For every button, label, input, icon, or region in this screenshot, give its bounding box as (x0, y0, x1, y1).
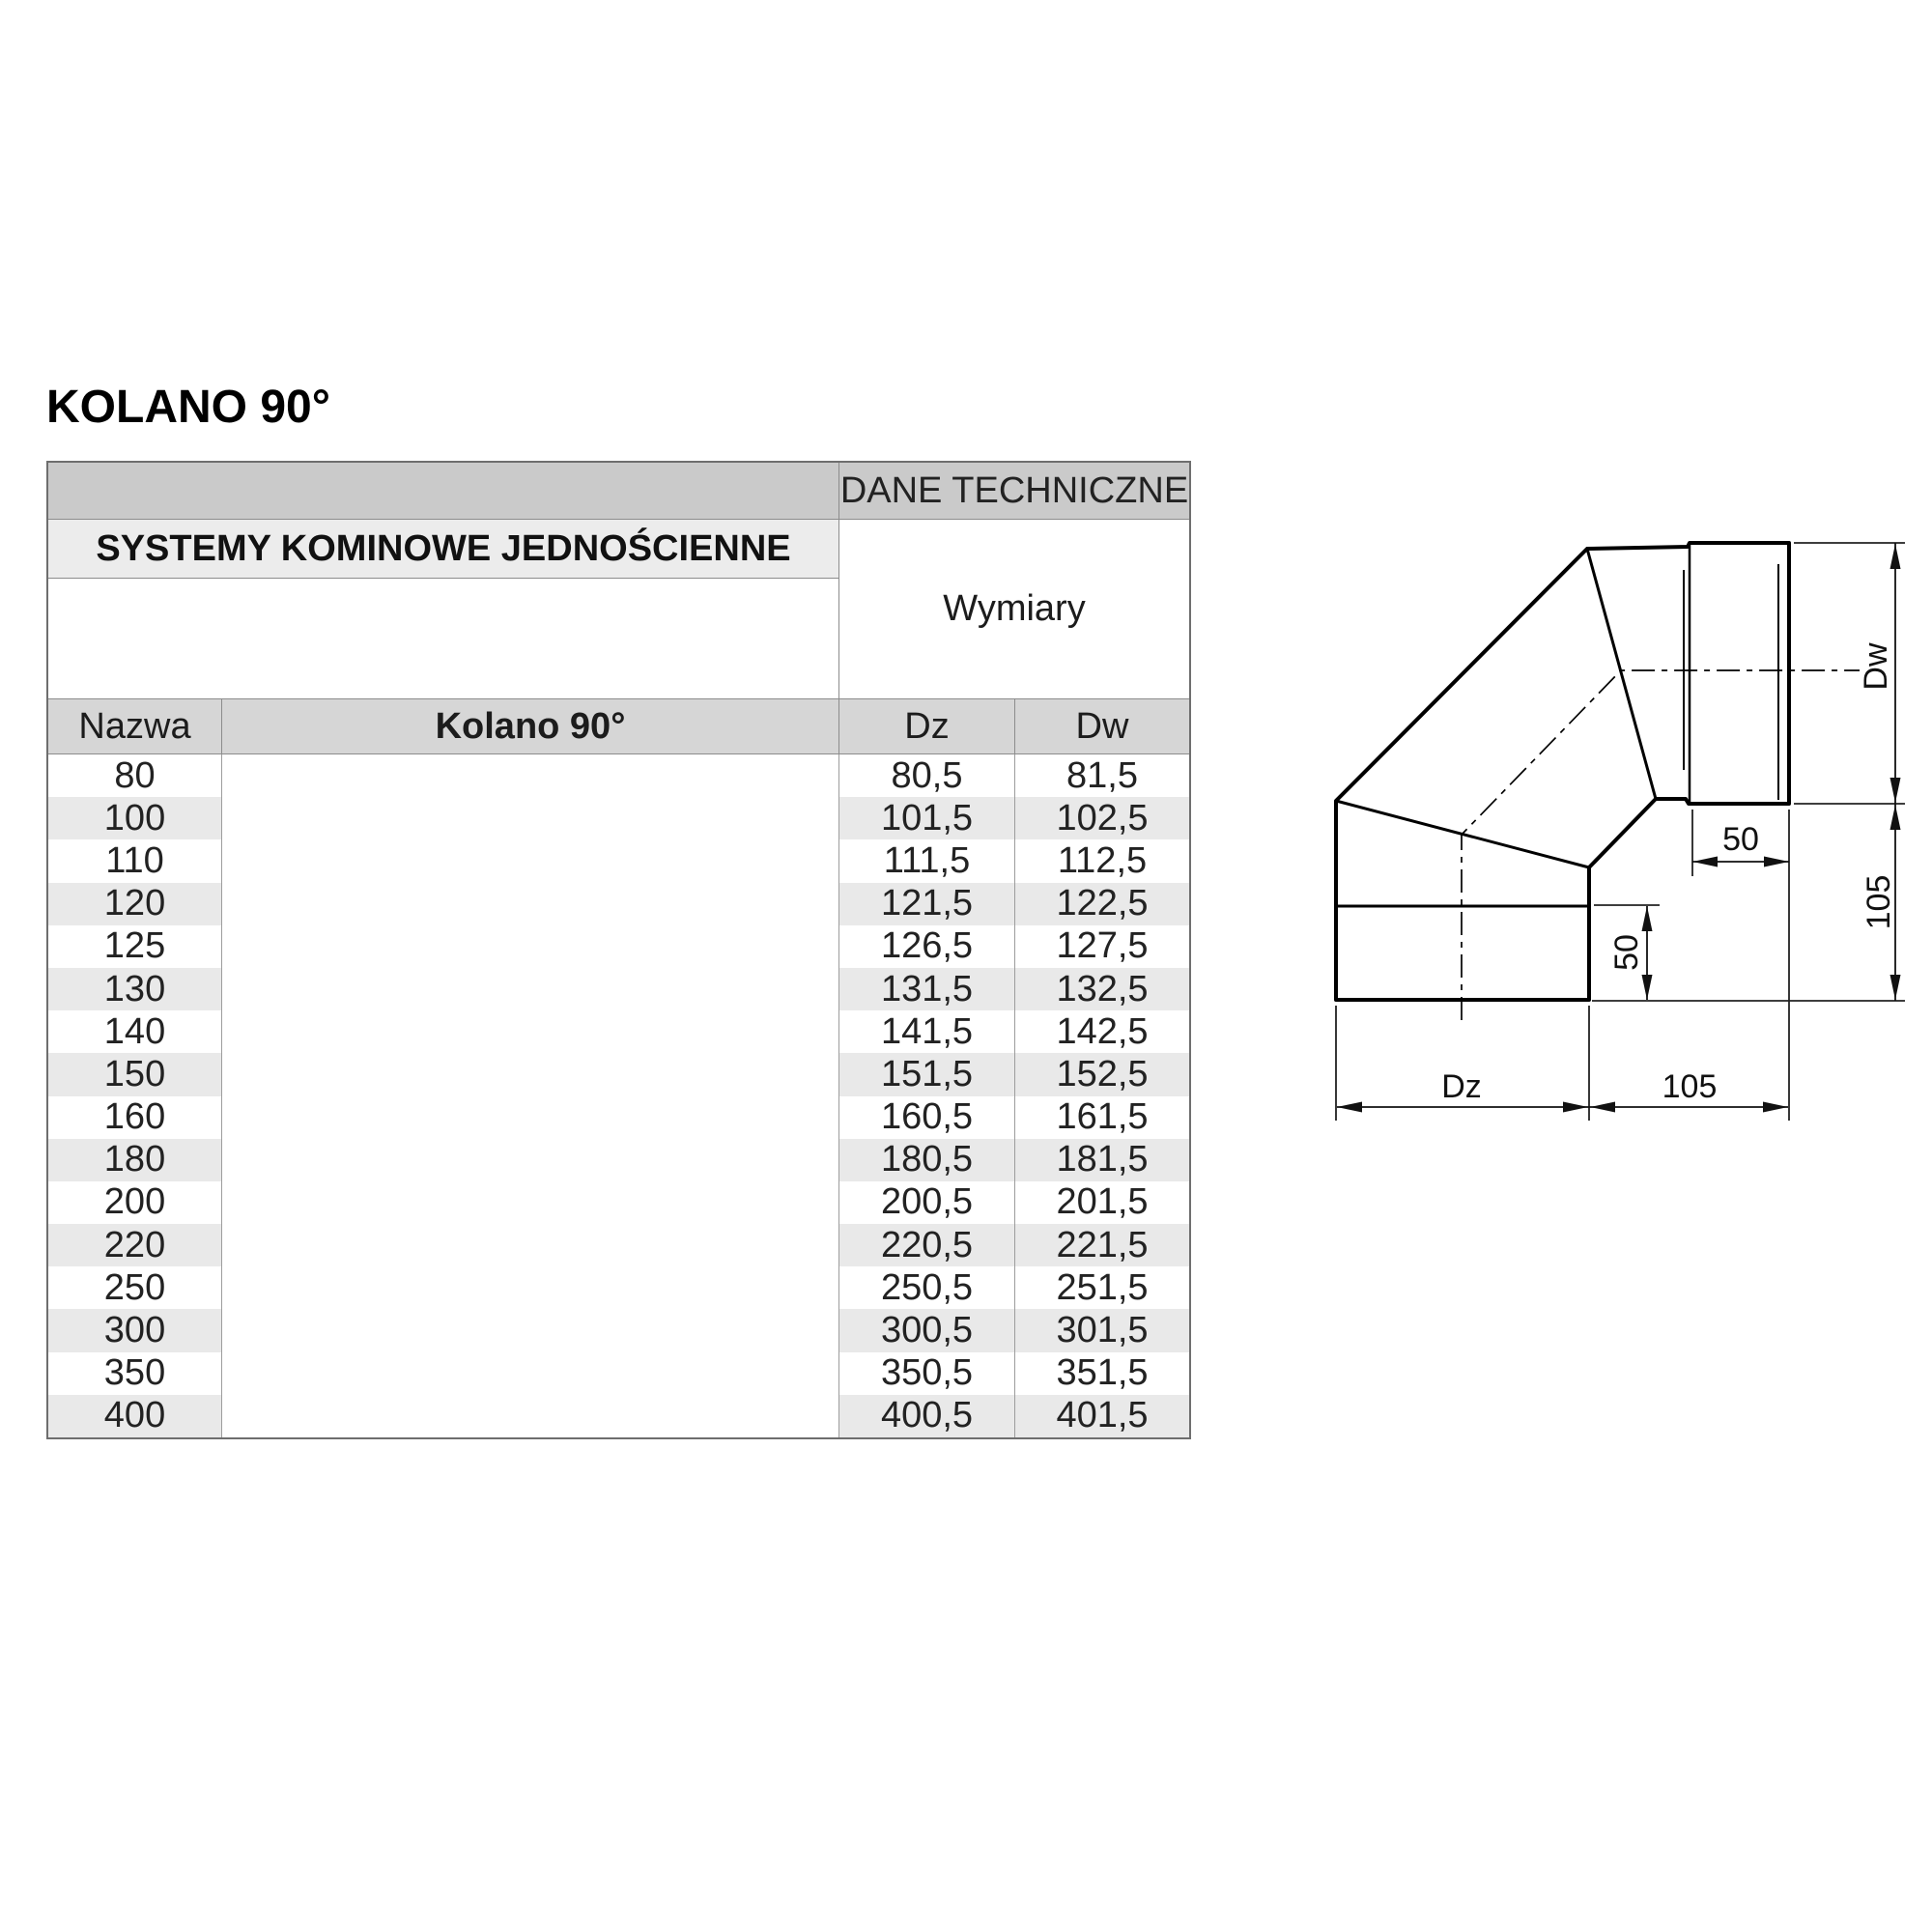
cell-dz: 121,5 (839, 883, 1015, 925)
cell-product-empty (222, 1096, 839, 1139)
cell-dw: 301,5 (1015, 1309, 1189, 1351)
technical-drawing (1309, 522, 1918, 1140)
cell-nazwa: 120 (48, 883, 222, 925)
cell-nazwa: 125 (48, 925, 222, 968)
cell-dw: 112,5 (1057, 839, 1148, 881)
table-row (48, 883, 1189, 925)
cell-product-empty (222, 839, 839, 882)
column-header-product: Kolano 90° (222, 699, 839, 753)
label-dz: Dz (1441, 1068, 1482, 1105)
cell-dw: 201,5 (1056, 1181, 1149, 1223)
page-title: KOLANO 90° (46, 382, 330, 433)
cell-nazwa: 160 (48, 1096, 222, 1139)
cell-product-empty (222, 1053, 839, 1095)
cell-nazwa: 300 (48, 1309, 222, 1351)
table-row (48, 1010, 1189, 1053)
spec-table (46, 461, 1191, 1439)
cell-dw: 181,5 (1015, 1139, 1189, 1181)
cell-dz: 131,5 (839, 968, 1015, 1010)
cell-dz: 126,5 (839, 925, 1015, 968)
table-row (48, 1139, 1189, 1181)
cell-nazwa: 400 (48, 1395, 222, 1437)
label-105-bottom: 105 (1662, 1068, 1718, 1105)
cell-nazwa: 250 (48, 1266, 222, 1309)
cell-nazwa: 350 (48, 1352, 222, 1395)
cell-product-empty (222, 1181, 839, 1224)
cell-product-empty (222, 1224, 839, 1266)
miter-seam-lines (1336, 549, 1656, 906)
cell-dz: 350,5 (839, 1352, 1015, 1395)
column-header-nazwa: Nazwa (48, 699, 222, 753)
cell-dz: 400,5 (839, 1395, 1015, 1437)
cell-dw: 152,5 (1015, 1053, 1189, 1095)
cell-dw: 127,5 (1056, 925, 1149, 967)
left-subheader-stack (48, 520, 839, 698)
cell-dz: 141,5 (839, 1010, 1015, 1053)
label-50-mid: 50 (1608, 934, 1645, 971)
cell-nazwa: 110 (48, 839, 222, 882)
table-body (48, 754, 1189, 1437)
cell-product-empty (222, 1352, 839, 1395)
table-row (48, 1224, 1189, 1266)
table-row (48, 968, 1189, 1010)
cell-product-empty (222, 968, 839, 1010)
cell-product-empty (222, 754, 839, 797)
cell-nazwa: 100 (48, 797, 222, 839)
table-row (48, 1181, 1189, 1224)
cell-dw: 221,5 (1015, 1224, 1189, 1266)
cell-nazwa: 220 (48, 1224, 222, 1266)
dimension-extension-lines (1336, 543, 1905, 1121)
table-row (48, 839, 1189, 882)
systemy-kominowe-label: SYSTEMY KOMINOWE JEDNOŚCIENNE (48, 520, 838, 579)
cell-dw: 161,5 (1056, 1096, 1149, 1138)
cell-dw: 102,5 (1015, 797, 1189, 839)
cell-dz: 111,5 (839, 839, 1015, 882)
table-row (48, 1096, 1189, 1139)
center-axis-line (1462, 670, 1860, 1020)
cell-nazwa: 130 (48, 968, 222, 1010)
table-row-top (48, 463, 1189, 520)
cell-dz: 160,5 (839, 1096, 1015, 1139)
cell-product-empty (222, 1309, 839, 1351)
cell-dz: 101,5 (839, 797, 1015, 839)
cell-product-empty (222, 1266, 839, 1309)
cell-dz: 151,5 (839, 1053, 1015, 1095)
cell-product-empty (222, 883, 839, 925)
dane-techniczne-header: DANE TECHNICZNE (839, 463, 1189, 520)
cell-dz: 220,5 (839, 1224, 1015, 1266)
column-header-dw: Dw (1075, 705, 1129, 747)
cell-dz: 200,5 (839, 1181, 1015, 1224)
dimension-arrowheads (1337, 544, 1901, 1113)
table-row (48, 797, 1189, 839)
cell-nazwa: 180 (48, 1139, 222, 1181)
table-row (48, 925, 1189, 968)
cell-dw: 401,5 (1015, 1395, 1189, 1437)
table-column-header-row (48, 699, 1189, 754)
cell-nazwa: 140 (48, 1010, 222, 1053)
cell-product-empty (222, 797, 839, 839)
table-row-subheader (48, 520, 1189, 699)
label-50-top: 50 (1722, 821, 1759, 858)
cell-product-empty (222, 1010, 839, 1053)
label-105-right: 105 (1861, 874, 1897, 930)
cell-product-empty (222, 925, 839, 968)
table-row (48, 754, 1189, 797)
table-row (48, 1352, 1189, 1395)
cell-product-empty (222, 1395, 839, 1437)
cell-nazwa: 80 (48, 754, 222, 797)
cell-nazwa: 200 (48, 1181, 222, 1224)
socket-seam-lines (1684, 543, 1778, 804)
cell-dw: 81,5 (1066, 754, 1138, 796)
cell-dw: 351,5 (1056, 1352, 1149, 1394)
cell-dz: 250,5 (839, 1266, 1015, 1309)
label-dw: Dw (1858, 642, 1894, 691)
cell-dz: 300,5 (839, 1309, 1015, 1351)
table-row (48, 1395, 1189, 1437)
table-row (48, 1266, 1189, 1309)
cell-dw: 142,5 (1056, 1010, 1149, 1052)
cell-product-empty (222, 1139, 839, 1181)
cell-dw: 122,5 (1015, 883, 1189, 925)
dimension-lines (1337, 543, 1895, 1107)
cell-dz: 80,5 (839, 754, 1015, 797)
elbow-outline (1336, 543, 1789, 1000)
table-row (48, 1309, 1189, 1351)
wymiary-cell: Wymiary (839, 520, 1189, 698)
cell-dw: 132,5 (1015, 968, 1189, 1010)
cell-dz: 180,5 (839, 1139, 1015, 1181)
table-row (48, 1053, 1189, 1095)
cell-nazwa: 150 (48, 1053, 222, 1095)
empty-cell (48, 579, 838, 698)
top-left-empty-cell (48, 463, 839, 520)
cell-dw: 251,5 (1056, 1266, 1149, 1308)
column-header-dz: Dz (839, 699, 1015, 753)
